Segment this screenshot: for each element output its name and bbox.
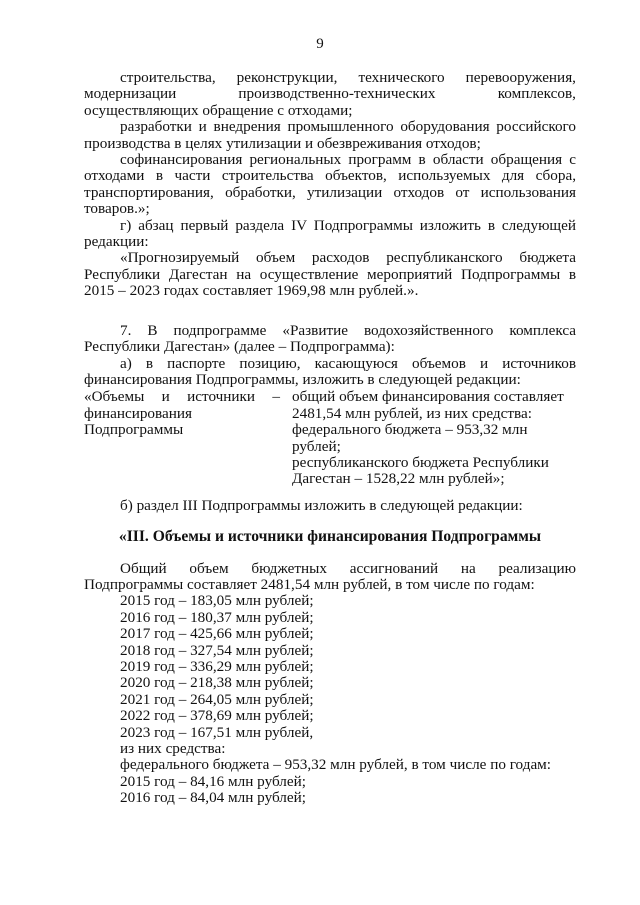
year-item: 2019 год – 336,29 млн рублей; xyxy=(120,658,314,675)
intro-word: технического xyxy=(358,69,445,86)
paragraph: 7. В подпрограмме «Развитие водохозяйственного комплекса Республики Дагестан» (далее – Подпрограмма): xyxy=(84,321,576,356)
paragraph: Общий объем бюджетных ассигнований на реализацию Подпрограммы составляет 2481,54 млн рублей, в том числе по годам: xyxy=(84,559,576,593)
year-item: 2022 год – 378,69 млн рублей; xyxy=(120,707,314,725)
table-value-line: общий объем финансирования составляет xyxy=(292,388,564,406)
year-item: 2015 год – 84,16 млн рублей; xyxy=(120,772,306,790)
document-body xyxy=(84,70,576,807)
intro-word: производственно-технических xyxy=(238,85,436,103)
paragraph: а) в паспорте позицию, касающуюся объемов и источников финансирования Подпрограммы, изложить в следующей редакции: xyxy=(84,354,576,388)
page-number: 9 xyxy=(316,36,324,52)
year-item: 2018 год – 327,54 млн рублей; xyxy=(120,641,314,659)
table-label-word: «Объемы xyxy=(84,388,145,406)
year-item: 2021 год – 264,05 млн рублей; xyxy=(120,690,314,708)
financing-table-label xyxy=(84,389,280,487)
paragraph: софинансирования региональных программ в области обращения с отходами в части строительства объектов, используемых для сбора, транспортирования, обработки, утилизации отходов от использования товаров.»; xyxy=(84,151,576,218)
table-label-line xyxy=(84,389,280,405)
federal-year-list xyxy=(84,774,576,807)
sources-intro: из них средства: xyxy=(120,740,226,758)
year-item: 2016 год – 180,37 млн рублей; xyxy=(120,608,314,626)
table-value-line: рублей; xyxy=(292,437,341,455)
intro-word: комплексов, xyxy=(497,85,576,103)
table-value-line: федерального бюджета – 953,32 млн xyxy=(292,421,528,439)
year-item: 2017 год – 425,66 млн рублей; xyxy=(120,625,314,643)
table-label-word: и xyxy=(161,388,170,406)
paragraph: б) раздел III Подпрограммы изложить в следующей редакции: xyxy=(120,496,523,514)
spacer xyxy=(84,300,576,323)
year-item: 2023 год – 167,51 млн рублей, xyxy=(120,723,314,741)
year-list xyxy=(84,593,576,741)
section-heading: «III. Объемы и источники финансирования Подпрограммы xyxy=(118,528,542,546)
table-label-word: – xyxy=(272,388,280,406)
intro-word: реконструкции, xyxy=(236,69,338,86)
year-item: 2020 год – 218,38 млн рублей; xyxy=(120,674,314,692)
intro-word: модернизации xyxy=(84,85,177,103)
paragraph: разработки и внедрения промышленного оборудования российского производства в целях утилизации и обезвреживания отходов; xyxy=(84,118,576,152)
year-item: 2015 год – 183,05 млн рублей; xyxy=(120,592,314,610)
table-value-line: 2481,54 млн рублей, из них средства: xyxy=(292,404,532,422)
table-value-line: Дагестан – 1528,22 млн рублей»; xyxy=(292,470,505,488)
table-label-word: источники xyxy=(187,388,256,406)
intro-line-2 xyxy=(84,86,576,102)
paragraph: «Прогнозируемый объем расходов республиканского бюджета Республики Дагестан на осуществление мероприятий Подпрограммы в 2015 – 2023 годах составляет 1969,98 млн рублей.». xyxy=(84,249,576,300)
intro-word: перевооружения, xyxy=(465,69,576,86)
financing-table xyxy=(84,389,576,487)
financing-table-value xyxy=(280,389,576,487)
table-label-line: Подпрограммы xyxy=(84,421,184,439)
intro-word: строительства, xyxy=(120,69,216,86)
table-value-line: республиканского бюджета Республики xyxy=(292,453,549,471)
year-item: 2016 год – 84,04 млн рублей; xyxy=(120,789,306,807)
federal-budget-line: федерального бюджета – 953,32 млн рублей, в том числе по годам: xyxy=(120,756,552,774)
paragraph: г) абзац первый раздела IV Подпрограммы изложить в следующей редакции: xyxy=(84,216,576,251)
table-label-line: финансирования xyxy=(84,404,192,422)
intro-line-3: осуществляющих обращение с отходами; xyxy=(84,101,353,119)
intro-line-1 xyxy=(84,70,576,86)
